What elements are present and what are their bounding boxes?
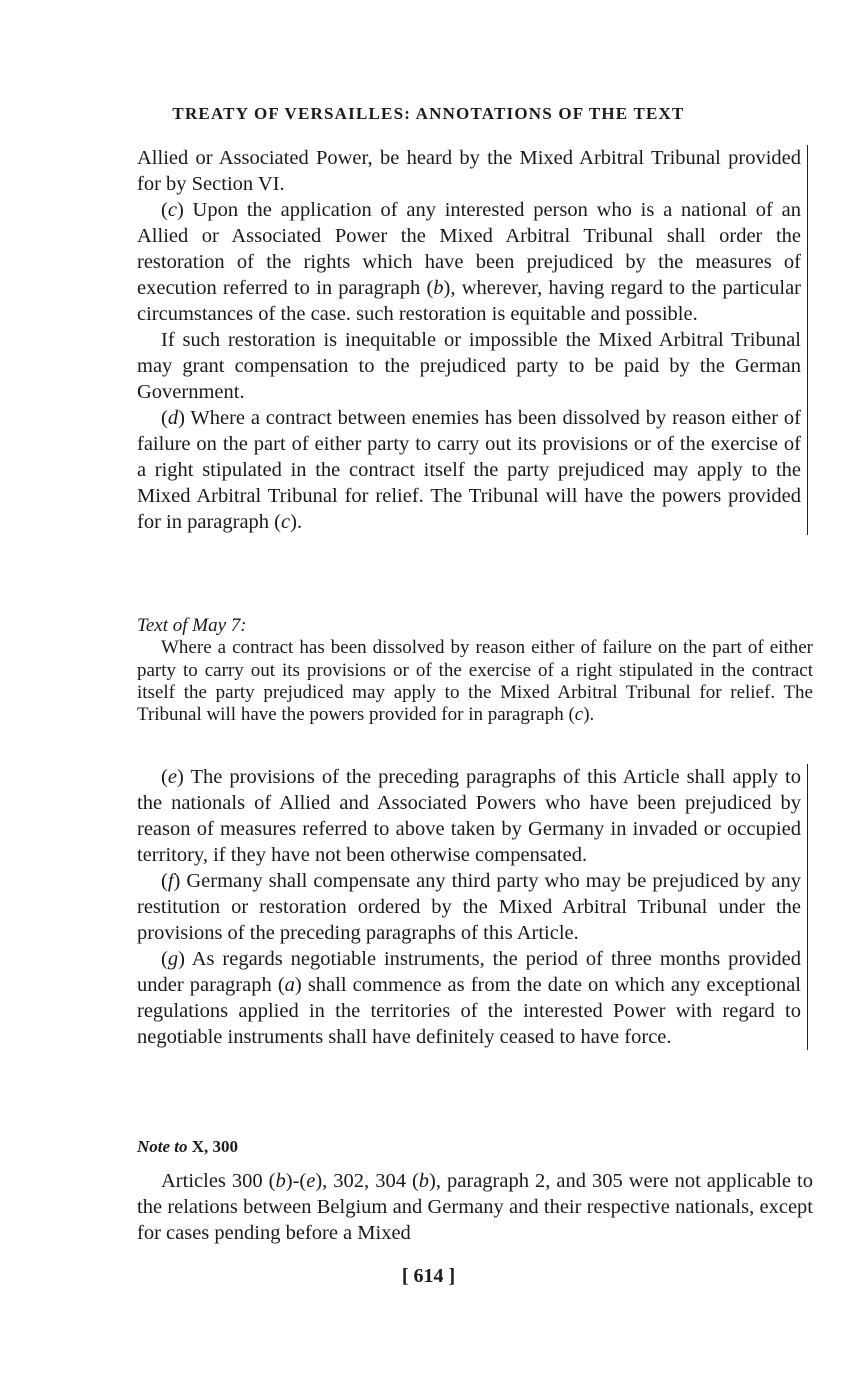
running-header: TREATY OF VERSAILLES: ANNOTATIONS OF THE TEXT: [172, 104, 685, 123]
paragraph-f: (f) Germany shall compensate any third party who may be prejudiced by any restitution or restoration ordered by the Mixed Arbitral Tribunal under the provisions of the preceding paragraphs of this Article.: [137, 870, 801, 944]
paragraph-c: (c) Upon the application of any interested person who is a national of an Allied or Associated Power the Mixed Arbitral Tribunal shall order the restoration of the rights which have been prejudiced by the measures of execution referred to in paragraph (b), wherever, having regard to the particular circumstances of the case. such restoration is equitable and possible.: [137, 199, 801, 325]
may7-heading: Text of May 7:: [137, 615, 247, 636]
annotated-text-block-1: [137, 145, 808, 535]
paragraph-g: (g) As regards negotiable instruments, the period of three months provided under paragraph (a) shall commence as from the date on which any exceptional regulations applied in the territories of the interested Power with regard to negotiable instruments shall have definitely ceased to have force.: [137, 948, 802, 1048]
paragraph-compensation: If such restoration is inequitable or impossible the Mixed Arbitral Tribunal may grant compensation to the prejudiced party to be paid by the German Government.: [137, 329, 801, 403]
page-number: [ 614 ]: [401, 1265, 456, 1287]
may7-paragraph: Where a contract has been dissolved by reason either of failure on the part of either party to carry out its provisions or of the exercise of a right stipulated in the contract itself the party prejudiced may apply to the Mixed Arbitral Tribunal for relief. The Tribunal will have the powers provided for in paragraph (c).: [137, 637, 813, 726]
paragraph-continuation: Allied or Associated Power, be heard by the Mixed Arbitral Tribunal provided for by Section VI.: [137, 147, 801, 195]
note-paragraph: Articles 300 (b)-(e), 302, 304 (b), paragraph 2, and 305 were not applicable to the relations between Belgium and Germany and their respective nationals, except for cases pending before a Mixed: [137, 1170, 813, 1244]
note-heading: Note to X, 300: [137, 1137, 239, 1156]
text-of-may-7: [137, 615, 813, 726]
annotated-text-block-2: [137, 764, 808, 1050]
paragraph-e: (e) The provisions of the preceding paragraphs of this Article shall apply to the nationals of Allied and Associated Powers who have been prejudiced by reason of measures referred to above taken by Germany in invaded or occupied territory, if they have not been otherwise compensated.: [137, 766, 801, 866]
paragraph-d: (d) Where a contract between enemies has been dissolved by reason either of failure on the part of either party to carry out its provisions or of the exercise of a right stipulated in the contract itself the party prejudiced may apply to the Mixed Arbitral Tribunal for relief. The Tribunal will have the powers provided for in paragraph (c).: [137, 407, 801, 533]
note-text-block: [137, 1168, 813, 1246]
